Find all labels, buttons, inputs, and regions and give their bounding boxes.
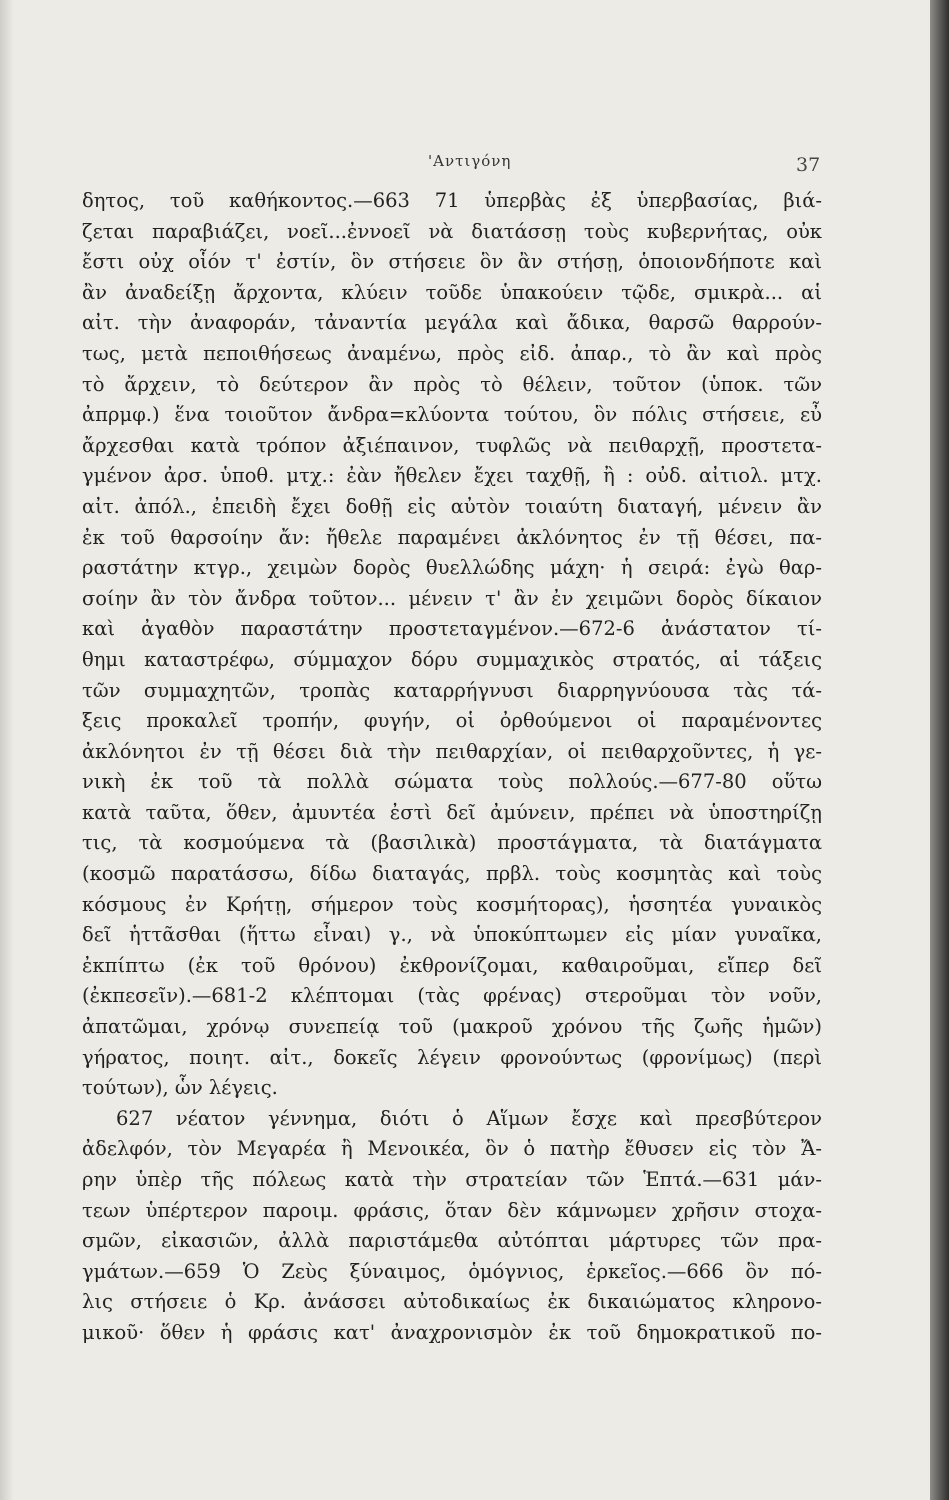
- text-line: ραστάτην κτγρ., χειμὼν δορὸς θυελλώδης μάχη· ἡ σειρά: ἐγὼ θαρ-: [82, 556, 822, 580]
- text-line: θημι καταστρέφω, σύμμαχον δόρυ συμμαχικὸς στρατός, αἱ τάξεις: [82, 647, 822, 671]
- text-line: ἀδελφόν, τὸν Μεγαρέα ἢ Μενοικέα, ὃν ὁ πατὴρ ἔθυσεν εἰς τὸν Ἄ-: [82, 1137, 822, 1161]
- text-line: λις στήσειε ὁ Κρ. ἀνάσσει αὐτοδικαίως ἐκ δικαιώματος κληρονο-: [82, 1290, 822, 1314]
- text-line: τῶν συμμαχητῶν, τροπὰς καταρρήγνυσι διαρρηγνύουσα τὰς τά-: [82, 678, 822, 702]
- text-line: γμάτων.—659 Ὁ Ζεὺς ξύναιμος, ὁμόγνιος, ἑρκεῖος.—666 ὃν πό-: [82, 1259, 822, 1283]
- text-line: μικοῦ· ὅθεν ἡ φράσις κατ' ἀναχρονισμὸν ἐκ τοῦ δημοκρατικοῦ πο-: [82, 1320, 822, 1344]
- text-line: αἰτ. ἀπόλ., ἐπειδὴ ἔχει δοθῇ εἰς αὐτὸν τοιαύτη διαταγή, μένειν ἂν: [82, 494, 822, 518]
- text-line: τις, τὰ κοσμούμενα τὰ (βασιλικὰ) προστάγματα, τὰ διατάγματα: [82, 831, 822, 855]
- commentary-text: [82, 186, 822, 1349]
- running-title: 'Αντιγόνη: [428, 152, 512, 170]
- text-line: (κοσμῶ παρατάσσω, δίδω διαταγάς, πρβλ. τοὺς κοσμητὰς καὶ τοὺς: [82, 862, 822, 886]
- page-binding-edge: [0, 0, 14, 1500]
- text-line: (ἐκπεσεῖν).—681-2 κλέπτομαι (τὰς φρένας) στεροῦμαι τὸν νοῦν,: [82, 984, 822, 1008]
- text-line: αἰτ. τὴν ἀναφοράν, τἀναντία μεγάλα καὶ ἄδικα, θαρσῶ θαρρούν-: [82, 311, 822, 335]
- text-line: κόσμους ἐν Κρήτῃ, σήμερον τοὺς κοσμήτορας), ἡσσητέα γυναικὸς: [82, 892, 822, 916]
- text-line: κατὰ ταῦτα, ὅθεν, ἀμυντέα ἐστὶ δεῖ ἀμύνειν, πρέπει νὰ ὑποστηρίζῃ: [82, 800, 822, 824]
- text-line: ρην ὑπὲρ τῆς πόλεως κατὰ τὴν στρατείαν τῶν Ἑπτά.—631 μάν-: [82, 1168, 822, 1191]
- page-number: 37: [796, 154, 821, 176]
- page-header: [0, 152, 930, 174]
- text-line: ἄρχεσθαι κατὰ τρόπον ἀξιέπαινον, τυφλῶς νὰ πειθαρχῇ, προστετα-: [82, 433, 822, 457]
- text-line: καὶ ἀγαθὸν παραστάτην προστεταγμένον.—672-6 ἀνάστατον τί-: [82, 617, 822, 641]
- text-line: τως, μετὰ πεποιθήσεως ἀναμένω, πρὸς εἰδ. ἀπαρ., τὸ ἂν καὶ πρὸς: [82, 341, 822, 365]
- text-line: τεων ὑπέρτερον παροιμ. φράσις, ὅταν δὲν κάμνωμεν χρῆσιν στοχα-: [82, 1198, 822, 1222]
- text-line: ἀπρμφ.) ἕνα τοιοῦτον ἄνδρα=κλύοντα τούτου, ὃν πόλις στήσειε, εὖ: [82, 403, 822, 427]
- text-line: δεῖ ἡττᾶσθαι (ἥττω εἶναι) γ., νὰ ὑποκύπτωμεν εἰς μίαν γυναῖκα,: [82, 923, 822, 947]
- text-line: ἀπατῶμαι, χρόνῳ συνεπείᾳ τοῦ (μακροῦ χρόνου τῆς ζωῆς ἡμῶν): [82, 1015, 822, 1039]
- text-line: ἐκ τοῦ θαρσοίην ἄν: ἤθελε παραμένει ἀκλόνητος ἐν τῇ θέσει, πα-: [82, 525, 822, 549]
- text-line: γμένον ἀρσ. ὑποθ. μτχ.: ἐὰν ἤθελεν ἔχει ταχθῇ, ἢ : οὐδ. αἰτιολ. μτχ.: [82, 464, 822, 488]
- text-line: σοίην ἂν τὸν ἄνδρα τοῦτον... μένειν τ' ἂν ἐν χειμῶνι δορὸς δίκαιον: [82, 586, 822, 610]
- text-line: ἔστι οὐχ οἷόν τ' ἐστίν, ὃν στήσειε ὃν ἂν στήσῃ, ὁποιονδήποτε καὶ: [82, 250, 822, 274]
- page-edge-shadow: [930, 0, 949, 1500]
- text-line: νικὴ ἐκ τοῦ τὰ πολλὰ σώματα τοὺς πολλούς.—677-80 οὕτω: [82, 770, 822, 794]
- paragraph-first-line: 627 νέατον γέννημα, διότι ὁ Αἵμων ἔσχε καὶ πρεσβύτερον: [116, 1106, 822, 1130]
- text-line: ζεται παραβιάζει, νοεῖ...ἐννοεῖ νὰ διατάσσῃ τοὺς κυβερνήτας, οὐκ: [82, 219, 822, 243]
- text-line: ἂν ἀναδείξῃ ἄρχοντα, κλύειν τοῦδε ὑπακούειν τῷδε, σμικρὰ... αἱ: [82, 280, 822, 304]
- text-line: τὸ ἄρχειν, τὸ δεύτερον ἂν πρὸς τὸ θέλειν, τοῦτον (ὑποκ. τῶν: [82, 372, 822, 396]
- text-line: δητος, τοῦ καθήκοντος.—663 71 ὑπερβὰς ἐξ ὑπερβασίας, βιά-: [82, 189, 822, 212]
- text-line: γήρατος, ποιητ. αἰτ., δοκεῖς λέγειν φρονούντως (φρονίμως) (περὶ: [82, 1045, 822, 1069]
- text-line: ξεις προκαλεῖ τροπήν, φυγήν, οἱ ὀρθούμενοι οἱ παραμένοντες: [82, 709, 822, 733]
- text-line: τούτων), ὧν λέγεις.: [82, 1076, 278, 1100]
- text-line: ἐκπίπτω (ἐκ τοῦ θρόνου) ἐκθρονίζομαι, καθαιροῦμαι, εἴπερ δεῖ: [82, 953, 822, 977]
- text-line: ἀκλόνητοι ἐν τῇ θέσει διὰ τὴν πειθαρχίαν, οἱ πειθαρχοῦντες, ἡ γε-: [82, 739, 822, 763]
- text-line: σμῶν, εἰκασιῶν, ἀλλὰ παριστάμεθα αὐτόπται μάρτυρες τῶν πρα-: [82, 1229, 822, 1253]
